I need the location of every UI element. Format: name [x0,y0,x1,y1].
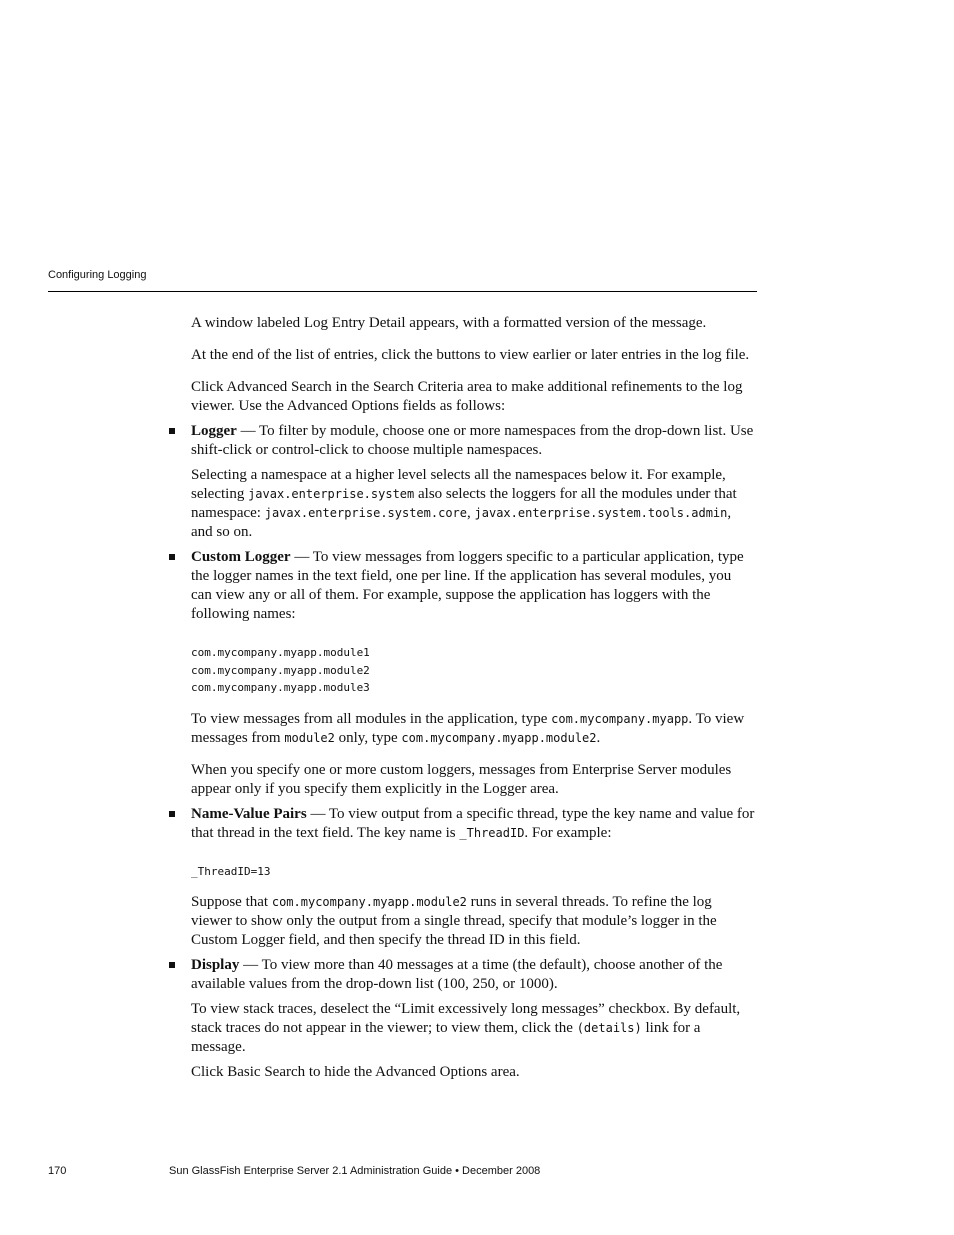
text-span: link for a message. [191,1020,701,1055]
text-span: runs in several threads. To refine the log viewer to show only the output from a single thread, specify that module’s logger in the Custom Logger field, and then specify the thread ID in this field. [191,894,717,948]
list-item-name-value-pairs [191,805,755,951]
display-stack-traces-note [191,1000,755,1057]
term-name-value-pairs: Name-Value Pairs [191,805,307,822]
code-block-threadid: _ThreadID=13 [191,864,271,878]
text-span: Suppose that [191,894,272,910]
text-span: To view messages from all modules in the application, type [191,710,552,727]
footer-doc-title: Sun GlassFish Enterprise Server 2.1 Administration Guide • December 2008 [169,1165,541,1177]
bullet-square-icon [169,428,175,434]
logger-description [191,422,755,460]
code-myapp-module2: com.mycompany.myapp.module2 [271,895,467,909]
term-logger: Logger [191,423,237,439]
logger-text: — To filter by module, choose one or more namespaces from the drop-down list. Use shift-click or control-click to choose multiple namespaces. [191,423,754,458]
text-span: To view stack traces, deselect the “Limit excessively long messages” checkbox. By default, stack traces do not appear in the viewer; to view them, click the [191,1001,741,1036]
logger-namespace-note [191,466,755,542]
code-myapp-module2: com.mycompany.myapp.module2 [401,730,597,745]
code-system-core: javax.enterprise.system.core [264,506,468,520]
text-span: only, type [334,729,402,746]
text-span: also selects the loggers for all the modules under that namespace: [191,486,737,521]
display-description [191,956,755,994]
text-span: Selecting a namespace at a higher level selects all the namespaces below it. For example, selecting [191,467,726,502]
code-details: (details) [576,1021,642,1035]
text-span: . To view messages from [191,710,745,746]
text-span: . For example: [524,824,612,841]
main-content [191,314,755,1082]
paragraph-advanced-search: Click Advanced Search in the Search Criteria area to make additional refinements to the log viewer. Use the Advanced Options fields as follows: [191,379,743,414]
term-display: Display [191,957,240,973]
code-javax-enterprise-system: javax.enterprise.system [248,487,415,501]
code-threadid: _ThreadID [459,825,525,840]
custom-logger-text: — To view messages from loggers specific to a particular application, type the logger names in the text field, one per line. If the application has several modules, you can view any or all of them. For example, suppose the application has loggers with the following names: [191,549,744,622]
code-module2: module2 [284,730,335,745]
custom-logger-usage [191,710,755,748]
term-custom-logger: Custom Logger [191,549,291,565]
bullet-square-icon [169,962,175,968]
list-item-logger [191,422,755,542]
custom-logger-description [191,548,755,624]
text-span: , [467,505,475,521]
text-span: , and so on. [191,505,732,540]
list-item-custom-logger [191,548,755,799]
paragraph-entries-navigation: At the end of the list of entries, click the buttons to view earlier or later entries in the log file. [191,347,750,363]
text-span: — To view output from a specific thread, type the key name and value for that thread in the text field. The key name is [191,805,755,841]
name-value-description [191,805,755,843]
bullet-square-icon [169,811,175,817]
display-basic-search-note: Click Basic Search to hide the Advanced Options area. [191,1064,520,1080]
name-value-note [191,893,755,950]
code-myapp: com.mycompany.myapp [551,711,689,726]
paragraph-log-entry-detail: A window labeled Log Entry Detail appears, with a formatted version of the message. [191,315,707,331]
text-span: . [596,729,601,746]
bullet-square-icon [169,554,175,560]
custom-logger-note: When you specify one or more custom loggers, messages from Enterprise Server modules appear only if you specify them explicitly in the Logger area. [191,761,732,797]
list-item-display [191,956,755,1082]
running-head: Configuring Logging [48,269,147,281]
page-number: 170 [48,1165,67,1177]
header-rule [48,291,757,292]
code-block-logger-names: com.mycompany.myapp.module1 com.mycompany.myapp.module2 com.mycompany.myapp.module3 [191,646,370,694]
display-text: — To view more than 40 messages at a time (the default), choose another of the available values from the drop-down list (100, 250, or 1000). [191,957,723,992]
code-system-tools-admin: javax.enterprise.system.tools.admin [474,506,728,520]
